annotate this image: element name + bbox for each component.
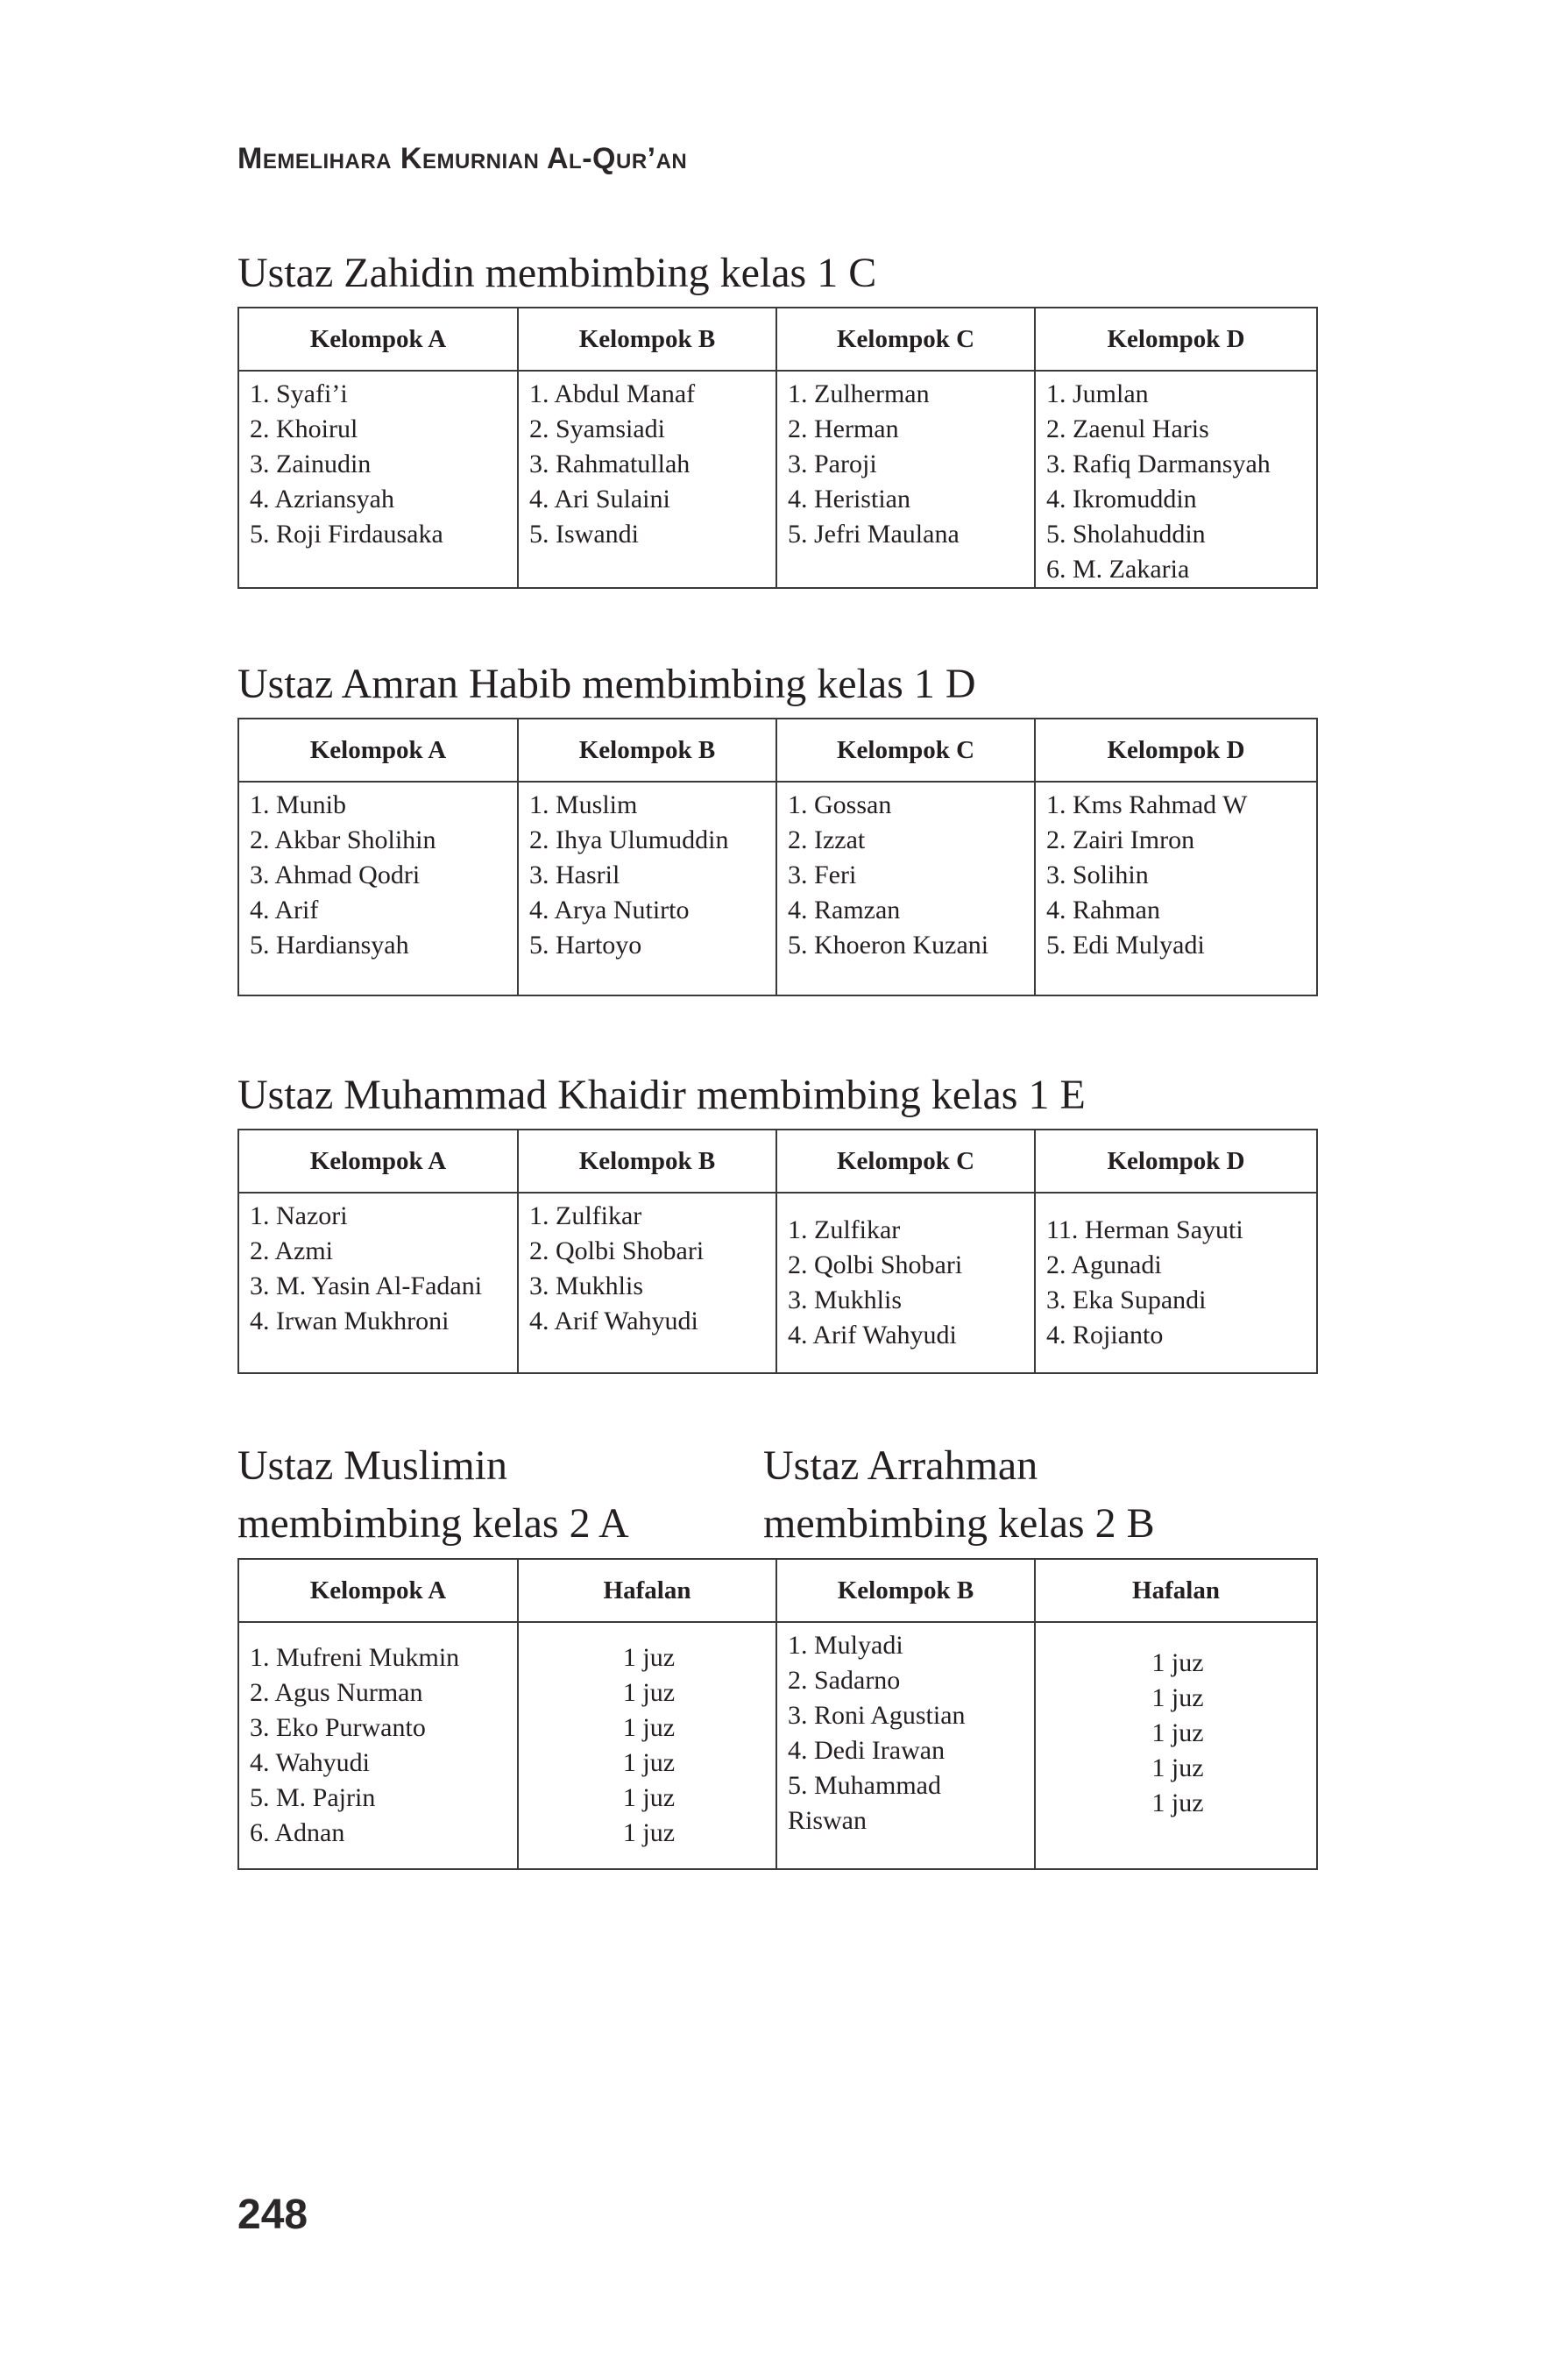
list-item: 4. Rojianto [1046, 1321, 1164, 1349]
column-header: Hafalan [1035, 1559, 1317, 1622]
list-item: 11. Herman Sayuti [1046, 1215, 1243, 1244]
table-header-row [238, 1559, 1317, 1622]
list-item: 1. Syafi’i [250, 379, 348, 408]
list-item: 1. Zulfikar [529, 1201, 642, 1230]
list-item: 4. Arif [250, 896, 319, 924]
list-item: 4. Arif Wahyudi [529, 1307, 698, 1335]
list-item: 3. Rafiq Darmansyah [1046, 450, 1271, 478]
group-cell [238, 782, 518, 995]
list-item: 5. Jefri Maulana [788, 520, 960, 549]
list-item: 4. Dedi Irawan [788, 1736, 945, 1765]
list-item: 3. Solihin [1046, 861, 1149, 889]
list-item: 5. Khoeron Kuzani [788, 931, 989, 960]
hafalan-value: 1 juz [622, 1713, 676, 1742]
group-cell [238, 371, 518, 588]
section-title-kelas-1c: Ustaz Zahidin membimbing kelas 1 C [237, 250, 877, 296]
list-item: 3. M. Yasin Al-Fadani [250, 1271, 483, 1300]
table-row [238, 371, 1317, 588]
list-item: 2. Zairi Imron [1046, 825, 1195, 854]
table-row [238, 782, 1317, 995]
list-item: 2. Azmi [250, 1236, 333, 1265]
table-row [238, 1622, 1317, 1869]
hafalan-value: 1 juz [622, 1818, 676, 1847]
column-header: Kelompok C [776, 1130, 1035, 1193]
column-header: Kelompok B [776, 1559, 1035, 1622]
list-item: 3. Mukhlis [788, 1286, 903, 1314]
hafalan-value: 1 juz [622, 1678, 676, 1707]
hafalan-cell [1035, 1622, 1317, 1869]
list-item: 4. Ikromuddin [1046, 485, 1197, 514]
list-item: 5. Roji Firdausaka [250, 520, 443, 549]
column-header: Kelompok A [238, 1130, 518, 1193]
list-item: 5. Hartoyo [529, 931, 642, 960]
table-header-row [238, 1130, 1317, 1193]
list-item: 3. Rahmatullah [529, 450, 691, 478]
list-item: 6. Adnan [250, 1818, 345, 1847]
group-cell [776, 1622, 1035, 1869]
list-item: 5. Sholahuddin [1046, 520, 1206, 549]
hafalan-value: 1 juz [622, 1748, 676, 1777]
list-item: 5. Muhammad Riswan [788, 1771, 941, 1835]
column-header: Kelompok A [238, 308, 518, 371]
list-item: 4. Ari Sulaini [529, 485, 670, 514]
list-item: 1. Jumlan [1046, 379, 1149, 408]
list-item: 4. Heristian [788, 485, 910, 514]
list-item: 6. M. Zakaria [1046, 555, 1190, 584]
group-table-kelas-1e [237, 1129, 1318, 1374]
group-cell [1035, 782, 1317, 995]
list-item: 1. Munib [250, 790, 347, 819]
column-header: Kelompok C [776, 719, 1035, 782]
list-item: 1. Kms Rahmad W [1046, 790, 1248, 819]
list-item: 2. Zaenul Haris [1046, 414, 1209, 443]
list-item: 2. Akbar Sholihin [250, 825, 436, 854]
column-header: Kelompok B [518, 1130, 776, 1193]
group-cell [518, 371, 776, 588]
group-cell [518, 782, 776, 995]
list-item: 3. Eko Purwanto [250, 1713, 426, 1742]
title-line: Ustaz Muslimin [237, 1442, 507, 1489]
list-item: 3. Paroji [788, 450, 877, 478]
column-header: Hafalan [518, 1559, 776, 1622]
column-header: Kelompok D [1035, 1130, 1317, 1193]
list-item: 4. Arya Nutirto [529, 896, 690, 924]
list-item: 2. Izzat [788, 825, 866, 854]
list-item: 3. Roni Agustian [788, 1701, 966, 1730]
list-item: 3. Mukhlis [529, 1271, 644, 1300]
running-head: Memelihara Kemurnian Al-Qur’an [237, 142, 688, 175]
group-cell [776, 371, 1035, 588]
title-line: Ustaz Arrahman [763, 1442, 1038, 1489]
column-header: Kelompok C [776, 308, 1035, 371]
list-item: 2. Agus Nurman [250, 1678, 423, 1707]
list-item: 2. Herman [788, 414, 899, 443]
group-cell [1035, 371, 1317, 588]
list-item: 3. Zainudin [250, 450, 372, 478]
group-cell [238, 1193, 518, 1373]
list-item: 1. Muslim [529, 790, 638, 819]
group-table-kelas-2ab [237, 1558, 1318, 1870]
hafalan-value: 1 juz [622, 1643, 676, 1672]
list-item: 4. Azriansyah [250, 485, 394, 514]
section-title-kelas-1d: Ustaz Amran Habib membimbing kelas 1 D [237, 661, 976, 707]
list-item: 2. Qolbi Shobari [788, 1250, 963, 1279]
list-item: 3. Feri [788, 861, 857, 889]
list-item: 2. Khoirul [250, 414, 358, 443]
list-item: 5. Hardiansyah [250, 931, 409, 960]
group-cell [238, 1622, 518, 1869]
list-item: 1. Mufreni Mukmin [250, 1643, 460, 1672]
hafalan-value: 1 juz [1151, 1683, 1204, 1712]
hafalan-value: 1 juz [622, 1783, 676, 1812]
list-item: 3. Hasril [529, 861, 620, 889]
section-title-kelas-2b [763, 1437, 1155, 1553]
hafalan-value: 1 juz [1151, 1753, 1204, 1782]
column-header: Kelompok B [518, 308, 776, 371]
list-item: 4. Wahyudi [250, 1748, 371, 1777]
table-header-row [238, 308, 1317, 371]
list-item: 2. Ihya Ulumuddin [529, 825, 729, 854]
list-item: 4. Arif Wahyudi [788, 1321, 957, 1349]
list-item: 1. Gossan [788, 790, 892, 819]
list-item: 1. Zulherman [788, 379, 930, 408]
group-cell [776, 782, 1035, 995]
group-cell [776, 1193, 1035, 1373]
list-item: 4. Ramzan [788, 896, 901, 924]
list-item: 4. Irwan Mukhroni [250, 1307, 450, 1335]
column-header: Kelompok A [238, 1559, 518, 1622]
section-title-kelas-1e: Ustaz Muhammad Khaidir membimbing kelas 1 E [237, 1072, 1086, 1118]
hafalan-value: 1 juz [1151, 1718, 1204, 1747]
section-title-kelas-2a [237, 1437, 629, 1553]
hafalan-cell [518, 1622, 776, 1869]
group-table-kelas-1d [237, 718, 1318, 996]
list-item: 3. Eka Supandi [1046, 1286, 1207, 1314]
column-header: Kelompok D [1035, 308, 1317, 371]
list-item: 1. Zulfikar [788, 1215, 901, 1244]
title-line: membimbing kelas 2 A [237, 1500, 629, 1547]
column-header: Kelompok B [518, 719, 776, 782]
list-item: 5. Edi Mulyadi [1046, 931, 1205, 960]
group-cell [518, 1193, 776, 1373]
list-item: 5. M. Pajrin [250, 1783, 376, 1812]
list-item: 2. Qolbi Shobari [529, 1236, 705, 1265]
list-item: 3. Ahmad Qodri [250, 861, 421, 889]
table-header-row [238, 719, 1317, 782]
list-item: 1. Nazori [250, 1201, 348, 1230]
list-item: 5. Iswandi [529, 520, 639, 549]
hafalan-value: 1 juz [1151, 1789, 1204, 1817]
table-row [238, 1193, 1317, 1373]
column-header: Kelompok A [238, 719, 518, 782]
list-item: 4. Rahman [1046, 896, 1160, 924]
page-number: 248 [237, 2192, 308, 2238]
title-line: membimbing kelas 2 B [763, 1500, 1155, 1547]
list-item: 1. Mulyadi [788, 1631, 903, 1660]
list-item: 2. Syamsiadi [529, 414, 665, 443]
group-table-kelas-1c [237, 307, 1318, 589]
list-item: 2. Sadarno [788, 1666, 901, 1695]
column-header: Kelompok D [1035, 719, 1317, 782]
list-item: 2. Agunadi [1046, 1250, 1162, 1279]
hafalan-value: 1 juz [1151, 1648, 1204, 1677]
group-cell [1035, 1193, 1317, 1373]
list-item: 1. Abdul Manaf [529, 379, 696, 408]
